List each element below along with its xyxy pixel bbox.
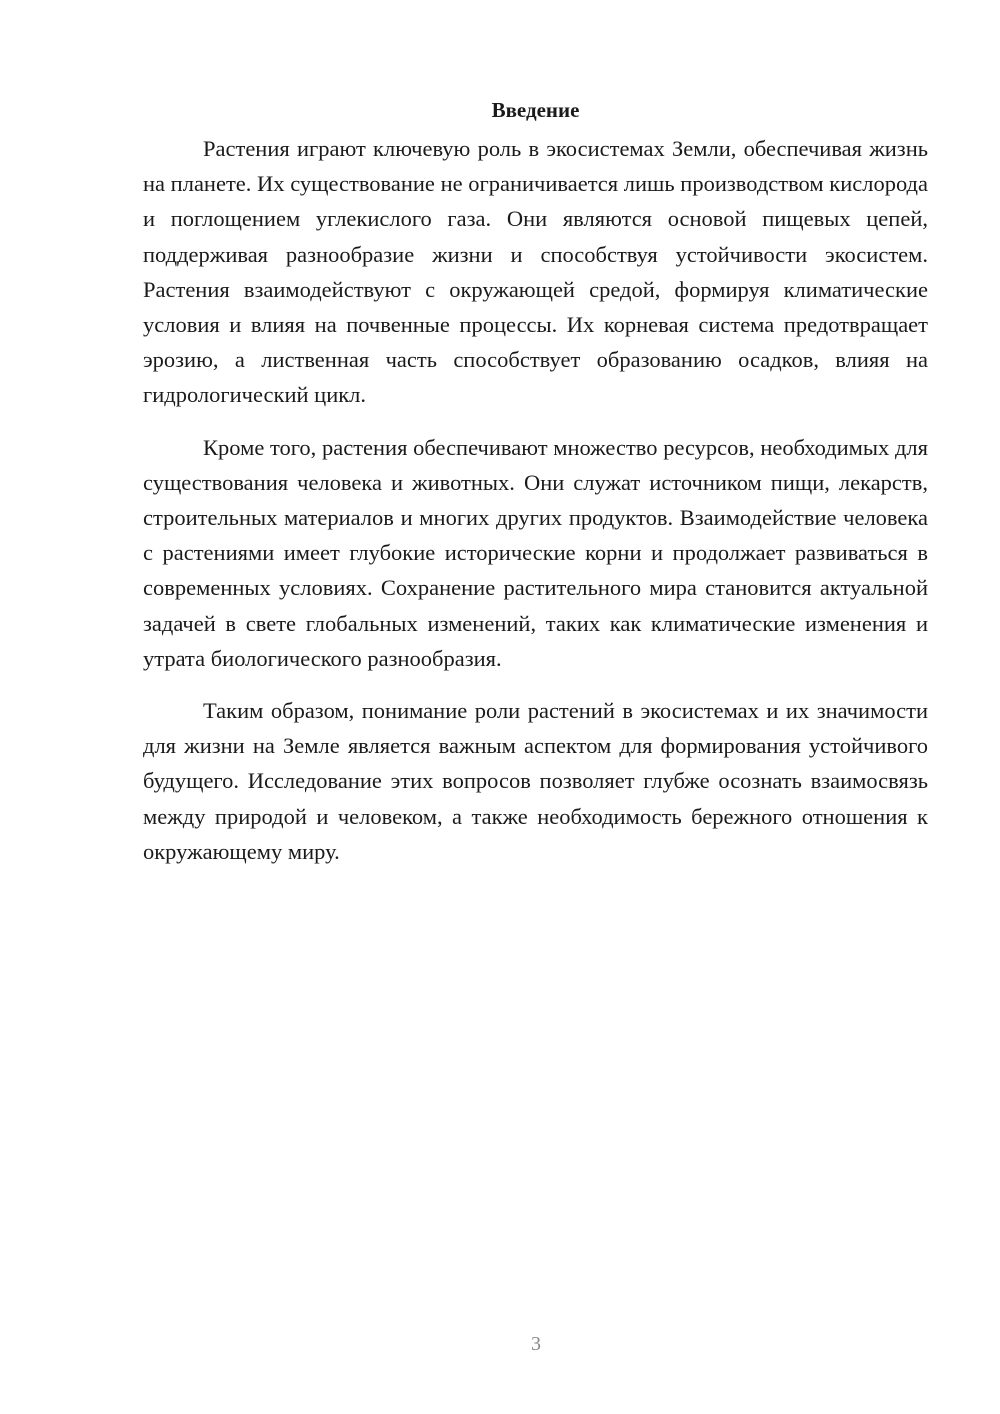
paragraph-1: Растения играют ключевую роль в экосистемах Земли, обеспечивая жизнь на планете. Их существование не ограничивается лишь производством кислорода и поглощением углекислого газа. Они являются основой пищевых цепей, поддерживая разнообразие жизни и способствуя устойчивости экосистем. Растения взаимодействуют с окружающей средой, формируя климатические условия и влияя на почвенные процессы. Их корневая система предотвращает эрозию, а лиственная часть способствует образованию осадков, влияя на гидрологический цикл. xyxy=(143,136,928,408)
page-content xyxy=(143,95,928,886)
page-number: 3 xyxy=(531,1333,541,1355)
paragraph-2: Кроме того, растения обеспечивают множество ресурсов, необходимых для существования человека и животных. Они служат источником пищи, лекарств, строительных материалов и многих других продуктов. Взаимодействие человека с растениями имеет глубокие исторические корни и продолжает развиваться в современных условиях. Сохранение растительного мира становится актуальной задачей в свете глобальных изменений, таких как климатические изменения и утрата биологического разнообразия. xyxy=(143,434,928,671)
paragraph-3: Таким образом, понимание роли растений в экосистемах и их значимости для жизни на Земле является важным аспектом для формирования устойчивого будущего. Исследование этих вопросов позволяет глубже осознать взаимосвязь между природой и человеком, а также необходимость бережного отношения к окружающему миру. xyxy=(143,698,928,864)
section-heading: Введение xyxy=(491,98,580,122)
